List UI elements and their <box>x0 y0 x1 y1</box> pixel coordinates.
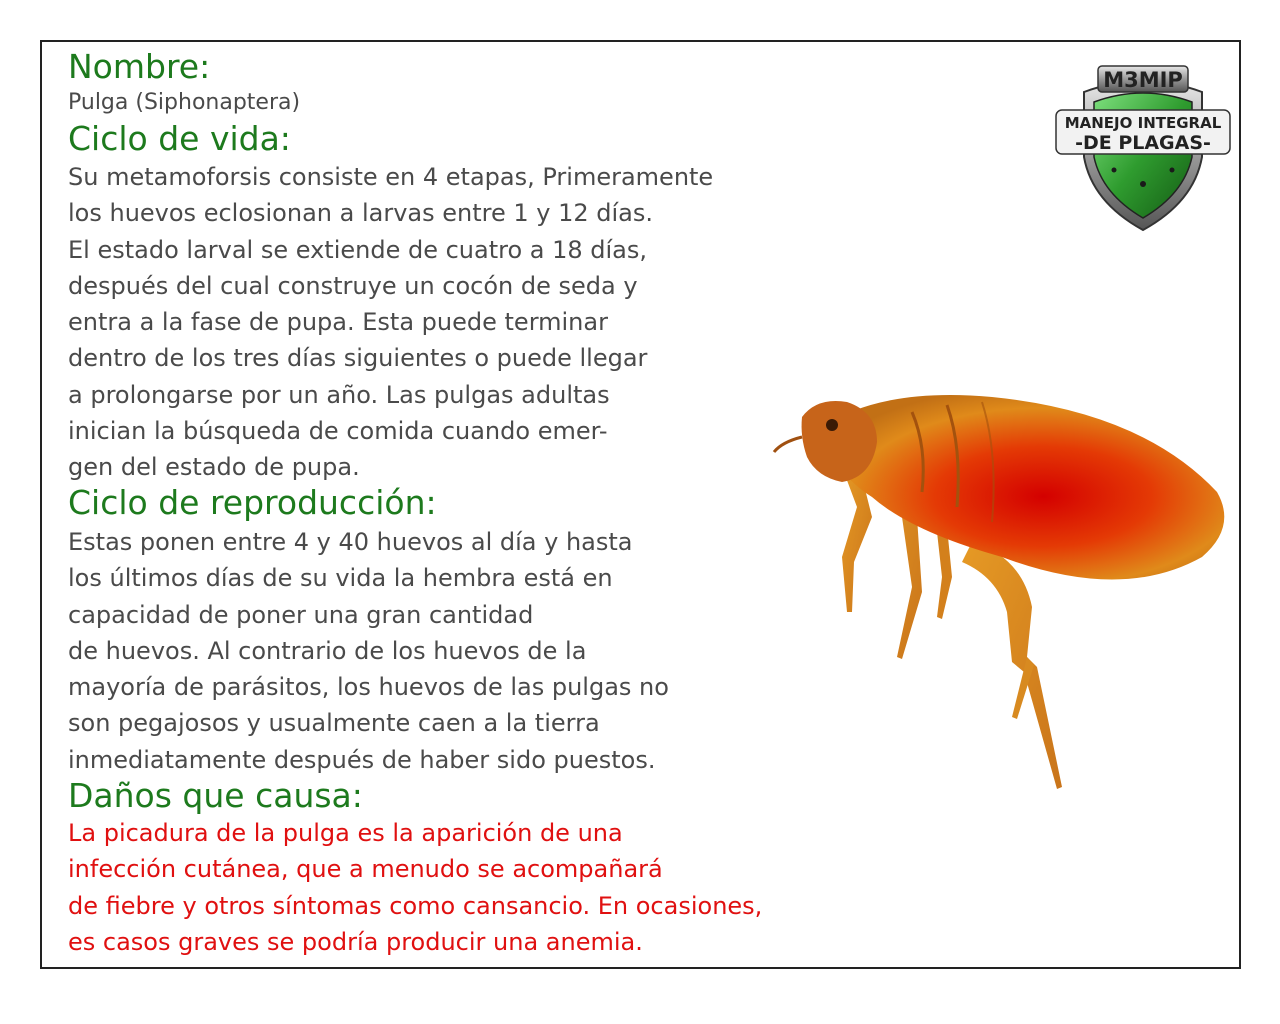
pest-info-card <box>40 40 1241 969</box>
paragraph-line: dentro de los tres días siguientes o puede llegar <box>68 344 648 373</box>
logo-brand: M3MIP <box>1103 68 1183 92</box>
reproduction-paragraph <box>68 524 669 778</box>
logo-line2: -DE PLAGAS- <box>1075 132 1211 154</box>
heading-life-cycle: Ciclo de vida: <box>68 119 291 158</box>
heading-name: Nombre: <box>68 47 211 86</box>
paragraph-line: Estas ponen entre 4 y 40 huevos al día y hasta <box>68 528 633 556</box>
paragraph-line: infección cutánea, que a menudo se acompañará <box>68 855 663 884</box>
paragraph-line: de fiebre y otros síntomas como cansancio. En ocasiones, <box>68 891 763 920</box>
paragraph-line: después del cual construye un cocón de seda y <box>68 271 638 300</box>
paragraph-line: es casos graves se podría producir una anemia. <box>68 927 643 956</box>
paragraph-line: La picadura de la pulga es la aparición de una <box>68 819 623 847</box>
heading-damage: Daños que causa: <box>68 776 363 815</box>
paragraph-line: inician la búsqueda de comida cuando emer- <box>68 417 608 446</box>
paragraph-line: de huevos. Al contrario de los huevos de la <box>68 636 587 665</box>
shield-logo-icon <box>1054 62 1232 237</box>
paragraph-line: a prolongarse por un año. Las pulgas adultas <box>68 380 610 409</box>
paragraph-line: Su metamoforsis consiste en 4 etapas, Primeramente <box>68 163 714 191</box>
paragraph-line: gen del estado de pupa. <box>68 453 360 482</box>
paragraph-line: los huevos eclosionan a larvas entre 1 y 12 días. <box>68 199 653 228</box>
paragraph-line: mayoría de parásitos, los huevos de las pulgas no <box>68 673 669 702</box>
flea-illustration <box>762 357 1232 802</box>
logo-line1: MANEJO INTEGRAL <box>1064 114 1222 132</box>
paragraph-line: los últimos días de su vida la hembra está en <box>68 564 613 593</box>
paragraph-line: El estado larval se extiende de cuatro a 18 días, <box>68 235 648 264</box>
damage-paragraph <box>68 815 762 960</box>
heading-reproduction: Ciclo de reproducción: <box>68 483 437 522</box>
paragraph-line: capacidad de poner una gran cantidad <box>68 600 534 629</box>
life-cycle-paragraph <box>68 159 713 486</box>
species-name: Pulga (Siphonaptera) <box>68 90 301 115</box>
paragraph-line: son pegajosos y usualmente caen a la tierra <box>68 709 600 738</box>
paragraph-line: inmediatamente después de haber sido puestos. <box>68 745 656 774</box>
paragraph-line: entra a la fase de pupa. Esta puede terminar <box>68 308 608 337</box>
